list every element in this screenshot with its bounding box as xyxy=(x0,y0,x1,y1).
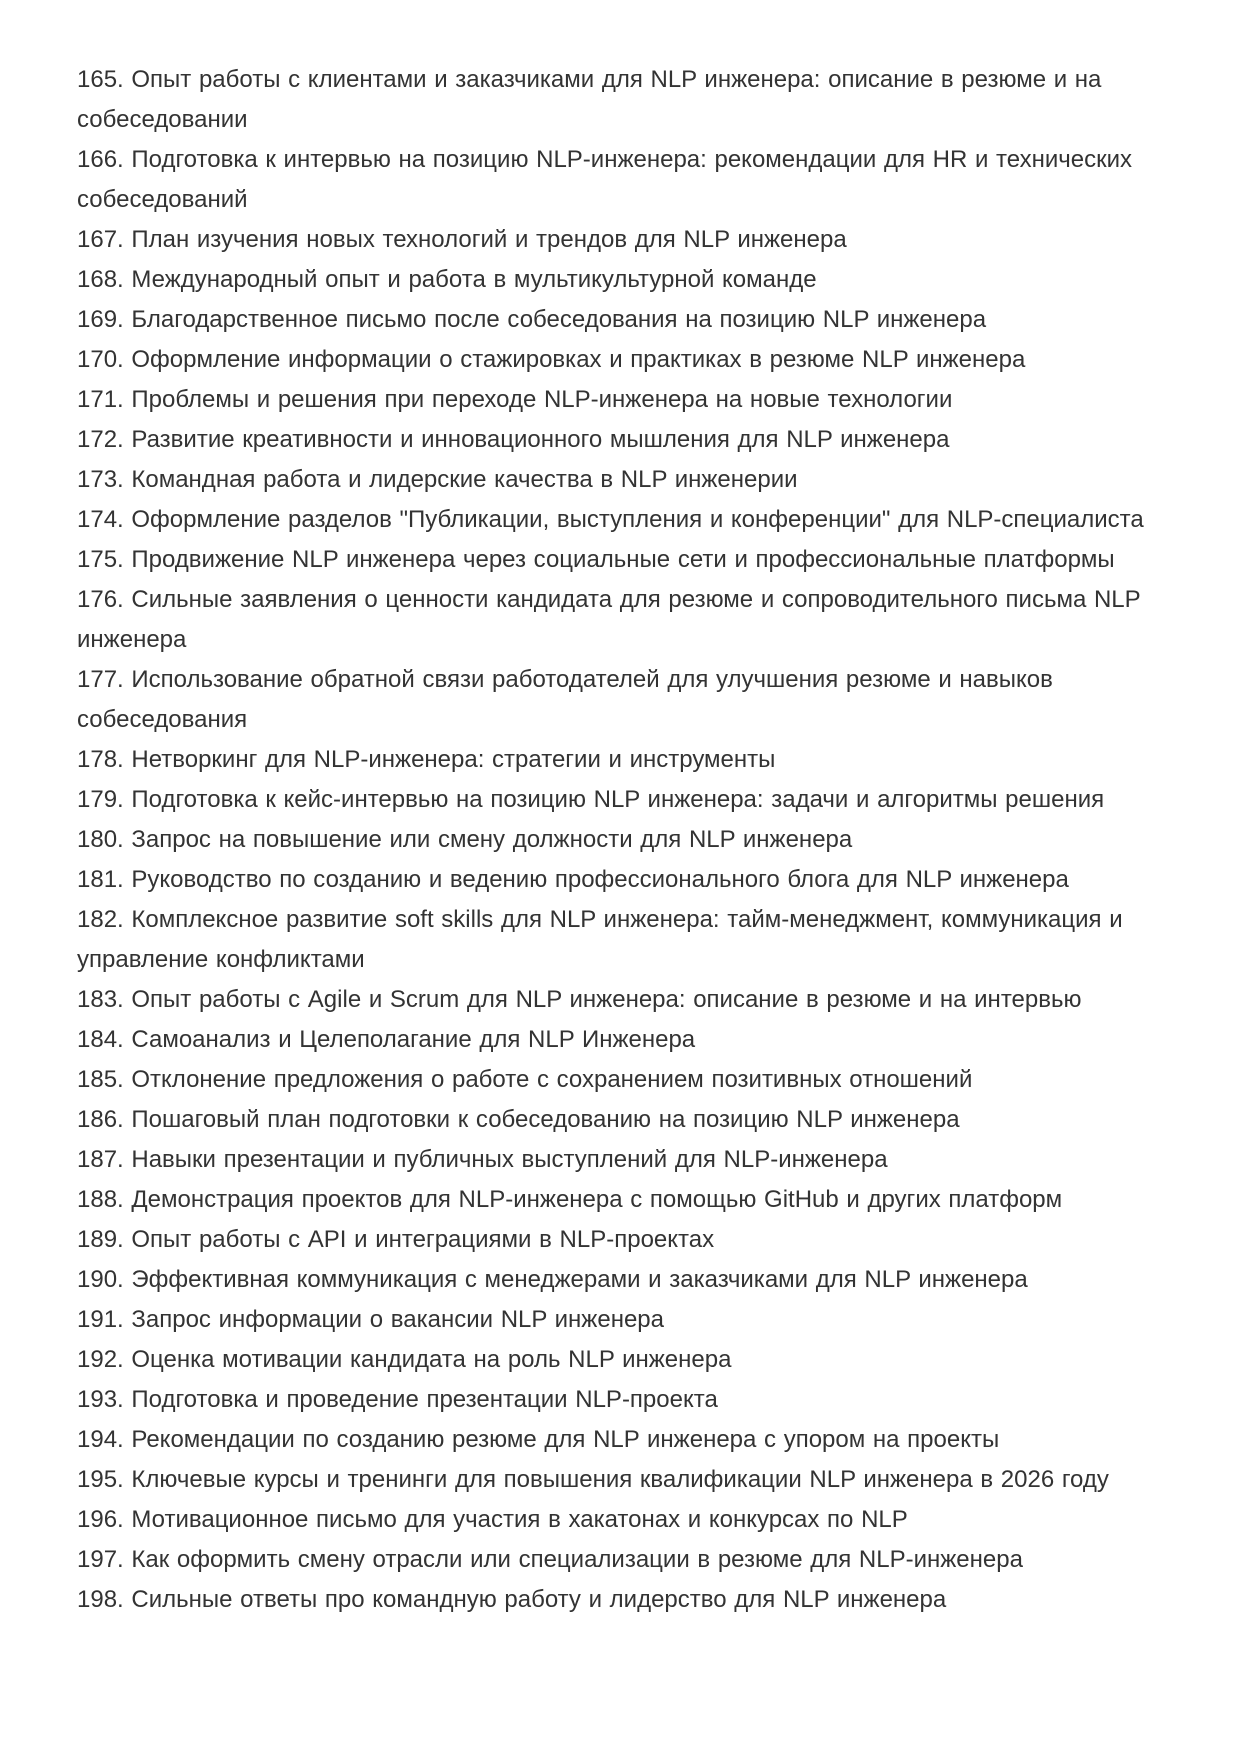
list-item: 192. Оценка мотивации кандидата на роль NLP инженера xyxy=(77,1346,732,1373)
list-item: 174. Оформление разделов "Публикации, выступления и конференции" для NLP-специалиста xyxy=(77,506,1144,533)
list-item: 184. Самоанализ и Целеполагание для NLP Инженера xyxy=(77,1026,696,1053)
list-item: 182. Комплексное развитие soft skills для NLP инженера: тайм-менеджмент, коммуникация и управление конфликтами xyxy=(77,906,1123,973)
topic-list xyxy=(77,60,1169,1620)
list-item: 175. Продвижение NLP инженера через социальные сети и профессиональные платформы xyxy=(77,546,1115,573)
list-item: 190. Эффективная коммуникация с менеджерами и заказчиками для NLP инженера xyxy=(77,1266,1028,1293)
list-item: 196. Мотивационное письмо для участия в хакатонах и конкурсах по NLP xyxy=(77,1506,908,1533)
list-item: 181. Руководство по созданию и ведению профессионального блога для NLP инженера xyxy=(77,866,1069,893)
list-item: 191. Запрос информации о вакансии NLP инженера xyxy=(77,1306,664,1333)
list-item: 177. Использование обратной связи работодателей для улучшения резюме и навыков собеседования xyxy=(77,666,1053,733)
list-item: 168. Международный опыт и работа в мультикультурной команде xyxy=(77,266,817,293)
list-item: 197. Как оформить смену отрасли или специализации в резюме для NLP-инженера xyxy=(77,1546,1023,1573)
list-item: 170. Оформление информации о стажировках и практиках в резюме NLP инженера xyxy=(77,346,1026,373)
list-item: 194. Рекомендации по созданию резюме для NLP инженера с упором на проекты xyxy=(77,1426,1000,1453)
list-item: 185. Отклонение предложения о работе с сохранением позитивных отношений xyxy=(77,1066,973,1093)
list-item: 179. Подготовка к кейс-интервью на позицию NLP инженера: задачи и алгоритмы решения xyxy=(77,786,1105,813)
list-item: 169. Благодарственное письмо после собеседования на позицию NLP инженера xyxy=(77,306,987,333)
list-item: 166. Подготовка к интервью на позицию NLP-инженера: рекомендации для HR и технических собеседований xyxy=(77,146,1133,213)
list-item: 171. Проблемы и решения при переходе NLP-инженера на новые технологии xyxy=(77,386,953,413)
list-item: 193. Подготовка и проведение презентации NLP-проекта xyxy=(77,1386,718,1413)
list-item: 176. Сильные заявления о ценности кандидата для резюме и сопроводительного письма NLP инженера xyxy=(77,586,1141,653)
list-item: 188. Демонстрация проектов для NLP-инженера с помощью GitHub и других платформ xyxy=(77,1186,1063,1213)
list-item: 187. Навыки презентации и публичных выступлений для NLP-инженера xyxy=(77,1146,888,1173)
list-item: 165. Опыт работы с клиентами и заказчиками для NLP инженера: описание в резюме и на собеседовании xyxy=(77,66,1102,133)
list-item: 167. План изучения новых технологий и трендов для NLP инженера xyxy=(77,226,847,253)
list-item: 173. Командная работа и лидерские качества в NLP инженерии xyxy=(77,466,798,493)
list-item: 172. Развитие креативности и инновационного мышления для NLP инженера xyxy=(77,426,950,453)
list-item: 186. Пошаговый план подготовки к собеседованию на позицию NLP инженера xyxy=(77,1106,960,1133)
list-item: 189. Опыт работы с API и интеграциями в NLP-проектах xyxy=(77,1226,715,1253)
list-item: 180. Запрос на повышение или смену должности для NLP инженера xyxy=(77,826,853,853)
list-item: 195. Ключевые курсы и тренинги для повышения квалификации NLP инженера в 2026 году xyxy=(77,1466,1109,1493)
list-item: 198. Сильные ответы про командную работу и лидерство для NLP инженера xyxy=(77,1586,947,1613)
list-item: 178. Нетворкинг для NLP-инженера: стратегии и инструменты xyxy=(77,746,776,773)
list-item: 183. Опыт работы с Agile и Scrum для NLP инженера: описание в резюме и на интервью xyxy=(77,986,1082,1013)
